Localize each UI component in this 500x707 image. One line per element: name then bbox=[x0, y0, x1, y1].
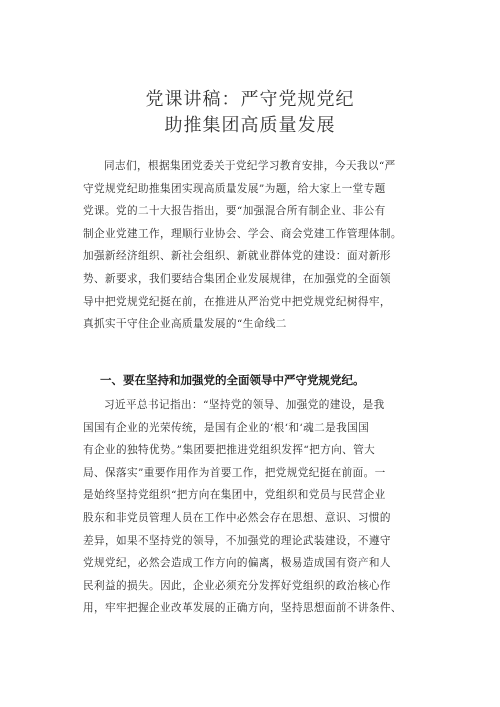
text-line: 党课。党的二十大报告指出，要“加强混合所有制企业、非公有 bbox=[83, 205, 386, 218]
text-line: 习近平总书记指出：“坚持党的领导、加强党的建设，是我 bbox=[104, 399, 385, 411]
text-line: 国国有企业的光荣传统，是国有企业的‘根‘和‘魂二是我国国 bbox=[83, 421, 370, 434]
text-line: 制企业党建工作，理顺行业协会、学会、商会党建工作管理体制。 bbox=[83, 227, 402, 240]
text-line: 导中把党规党纪挺在前，在推进从严治党中把党规党纪树得牢， bbox=[83, 295, 391, 308]
text-line: 局、保落实”重要作用作为首要工作，把党规党纪挺在前面。一 bbox=[83, 466, 386, 479]
text-line: 加强新经济组织、新社会组织、新就业群体党的建设：面对新形 bbox=[83, 250, 391, 263]
text-line: 用，牢牢把握企业改革发展的正确方向，坚持思想面前不讲条件、 bbox=[83, 602, 402, 615]
paragraph-intro bbox=[83, 155, 423, 336]
text-line: 股东和非党员管理人员在工作中必然会存在思想、意识、习惯的 bbox=[83, 511, 391, 524]
section-heading: 一、要在坚持和加强党的全面领导中严守党规党纪。 bbox=[100, 373, 365, 387]
text-line: 势、新要求，我们要结合集团企业发展规律，在加强党的全面领 bbox=[83, 272, 391, 285]
document-title-line-2: 助推集团高质量发展 bbox=[164, 115, 336, 136]
text-line: 同志们，根据集团党委关于党纪学习教育安排，今天我以“严 bbox=[104, 160, 396, 172]
text-line: 差异，如果不坚持党的领导，不加强党的理论武装建设，不遵守 bbox=[83, 534, 391, 547]
text-line: 有企业的独特优势。”集团要把推进党组织发挥“把方向、管大 bbox=[83, 444, 376, 457]
text-line: 是始终坚持党组织“把方向在集团中，党组织和党员与民营企业 bbox=[83, 489, 386, 502]
text-line: 真抓实干守住企业高质量发展的“生命线二 bbox=[83, 318, 287, 331]
paragraph-section-1 bbox=[83, 394, 423, 620]
text-line: 守党规党纪助推集团实现高质量发展”为题，给大家上一堂专题 bbox=[83, 182, 386, 195]
text-line: 民利益的损失。因此，企业必须充分发挥好党组织的政治核心作 bbox=[83, 579, 391, 592]
text-line: 党规党纪，必然会造成工作方向的偏离，极易造成国有资产和人 bbox=[83, 557, 391, 570]
document-title-line-1: 党课讲稿：严守党规党纪 bbox=[145, 89, 355, 110]
